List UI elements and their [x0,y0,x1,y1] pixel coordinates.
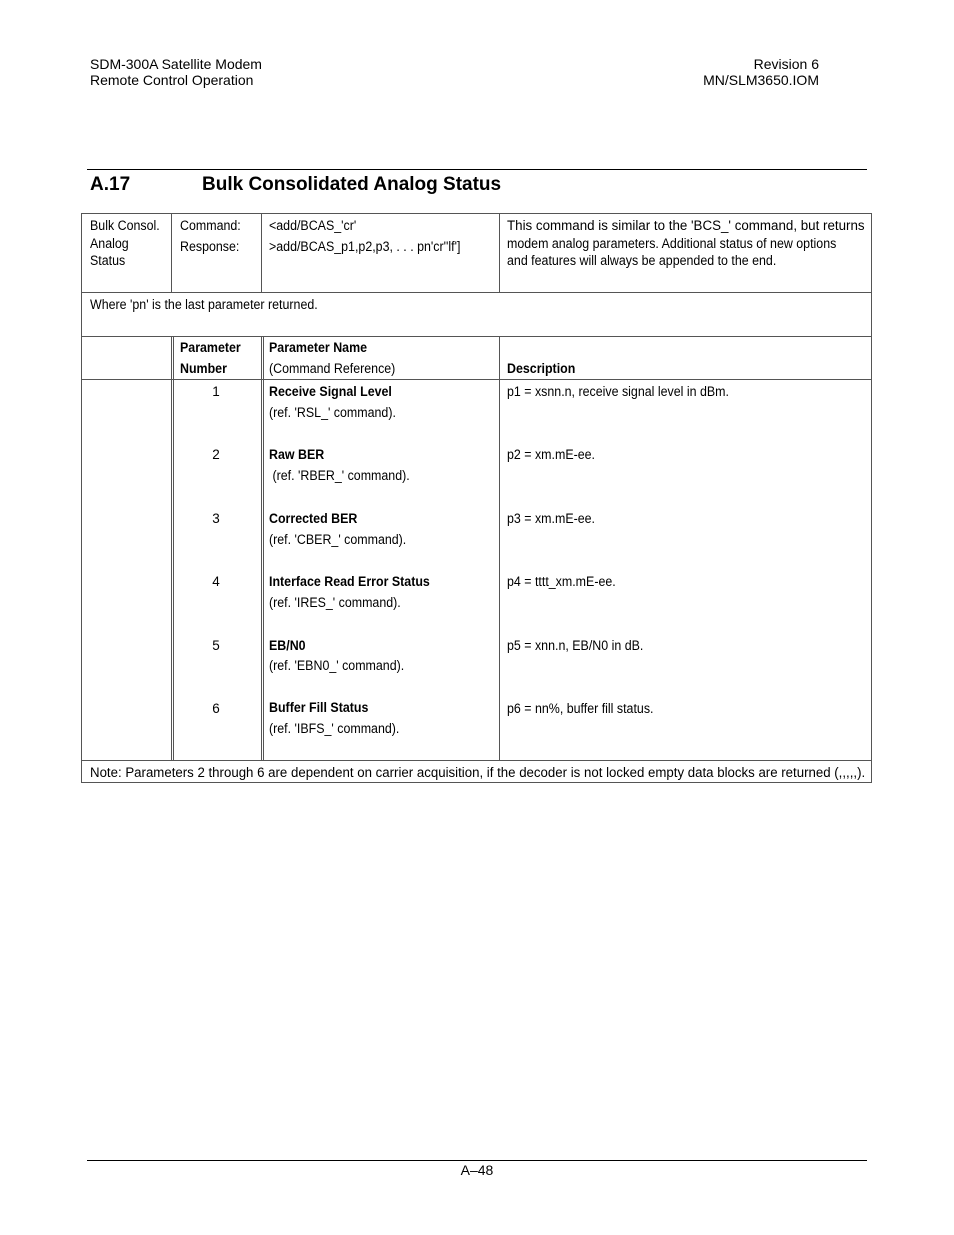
header-right [703,56,819,88]
section-number: A.17 [90,174,131,195]
footer-rule [87,1160,867,1161]
param-ref: (ref. 'IBFS_' command). [269,721,400,736]
param-ref: (ref. 'IRES_' command). [269,595,401,610]
param-ref: (ref. 'CBER_' command). [269,532,407,547]
param-description: p4 = tttt_xm.mE-ee. [507,574,616,589]
param-name: Buffer Fill Status [269,700,369,715]
col-divider [261,214,262,292]
col-header-description: Description [507,361,576,376]
col-divider [499,336,500,760]
col-header-command-reference: (Command Reference) [269,361,396,376]
col-divider [171,214,172,292]
command-desc-line2: modem analog parameters. Additional status of new options [507,236,837,251]
param-name: EB/N0 [269,638,306,653]
col-divider [261,336,262,760]
param-description: p2 = xm.mE-ee. [507,447,596,462]
param-name: Receive Signal Level [269,384,392,399]
section-rule [87,169,867,170]
col-header-param-number-line1: Parameter [180,340,241,355]
param-number: 5 [212,638,220,653]
row-divider [82,292,871,293]
revision: Revision 6 [753,56,819,72]
command-desc-line1: This command is similar to the 'BCS_' command, but returns [507,218,865,233]
command-value: <add/BCAS_'cr' [269,218,357,233]
param-name: Corrected BER [269,511,358,526]
param-name: Interface Read Error Status [269,574,430,589]
section-title: Bulk Consolidated Analog Status [202,174,502,195]
param-number: 4 [212,574,220,589]
row-divider [82,760,871,761]
response-value: >add/BCAS_p1,p2,p3, . . . pn'cr''lf'] [269,239,461,254]
param-number: 6 [212,701,220,716]
param-ref: (ref. 'EBN0_' command). [269,658,405,673]
param-number: 1 [212,384,220,399]
col-header-param-name: Parameter Name [269,340,368,355]
param-number: 2 [212,447,220,462]
param-description: p1 = xsnn.n, receive signal level in dBm. [507,384,729,399]
col-divider [499,214,500,292]
response-label: Response: [180,239,240,254]
where-note: Where 'pn' is the last parameter returned. [90,297,318,312]
page-number: A–48 [460,1162,494,1178]
param-description: p6 = nn%, buffer fill status. [507,701,654,716]
header-left [90,56,262,88]
table-note: Note: Parameters 2 through 6 are dependent on carrier acquisition, if the decoder is not locked empty data blocks are returned (,,,,,). [90,765,866,780]
param-ref: (ref. 'RSL_' command). [269,405,396,420]
doc-subtitle: Remote Control Operation [90,72,254,88]
command-table [81,213,872,783]
col-header-param-number-line2: Number [180,361,227,376]
param-ref: (ref. 'RBER_' command). [269,468,410,483]
row-divider [82,336,871,337]
row-divider [82,379,871,380]
command-name-line3: Status [90,253,126,268]
param-description: p3 = xm.mE-ee. [507,511,596,526]
command-name-line2: Analog [90,236,129,251]
param-name: Raw BER [269,447,325,462]
command-name-line1: Bulk Consol. [90,218,160,233]
doc-number: MN/SLM3650.IOM [703,72,819,88]
command-label: Command: [180,218,241,233]
command-desc-line3: and features will always be appended to the end. [507,253,777,268]
param-number: 3 [212,511,220,526]
param-description: p5 = xnn.n, EB/N0 in dB. [507,638,644,653]
doc-title: SDM-300A Satellite Modem [90,56,262,72]
col-divider [171,336,172,760]
